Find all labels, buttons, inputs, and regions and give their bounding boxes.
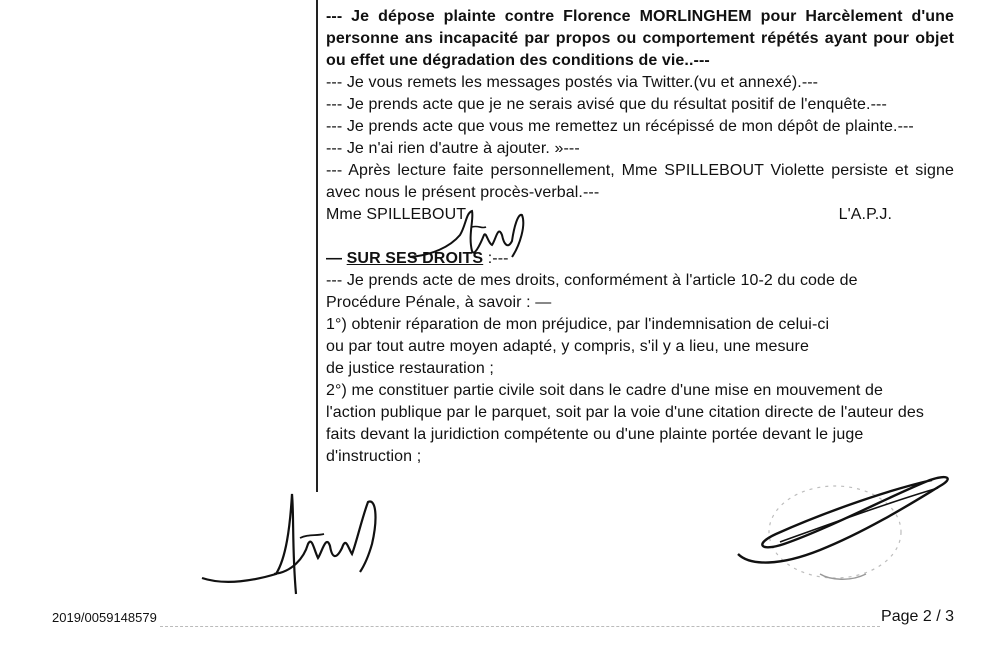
complaint-statement: --- Je dépose plainte contre Florence MORLINGHEM pour Harcèlement d'une personne ans incapacité par propos ou comportement répétés ayant pour objet ou effet une dégradation des conditions de vie..--- bbox=[326, 8, 954, 69]
document-reference: 2019/0059148579 bbox=[52, 610, 157, 625]
signatory-right: L'A.P.J. bbox=[838, 206, 892, 223]
statement-line: --- Je n'ai rien d'autre à ajouter. »--- bbox=[326, 140, 580, 157]
rights-line: Procédure Pénale, à savoir : — bbox=[326, 294, 552, 311]
rights-line: ou par tout autre moyen adapté, y compris, s'il y a lieu, une mesure bbox=[326, 338, 809, 355]
section-heading: — SUR SES DROITS :--- bbox=[326, 250, 509, 267]
rights-line: 1°) obtenir réparation de mon préjudice, par l'indemnisation de celui-ci bbox=[326, 316, 830, 333]
apj-signature-icon bbox=[720, 432, 970, 592]
signature-small-icon bbox=[402, 205, 532, 265]
rights-line: faits devant la juridiction compétente ou d'une plainte portée devant le juge bbox=[326, 426, 864, 443]
margin-rule bbox=[316, 0, 318, 492]
statement-line: --- Je prends acte que vous me remettez un récépissé de mon dépôt de plainte.--- bbox=[326, 118, 914, 135]
signature-large-icon bbox=[196, 488, 396, 600]
closing-statement: --- Après lecture faite personnellement, Mme SPILLEBOUT Violette persiste et signe avec nous le présent procès-verbal.--- bbox=[326, 162, 954, 201]
statement-line: --- Je prends acte que je ne serais avisé que du résultat positif de l'enquête.--- bbox=[326, 96, 887, 113]
rights-line: d'instruction ; bbox=[326, 448, 422, 465]
statement-line: --- Je vous remets les messages postés via Twitter.(vu et annexé).--- bbox=[326, 74, 819, 91]
section-title: SUR SES DROITS bbox=[346, 250, 484, 267]
page-number: Page 2 / 3 bbox=[881, 608, 954, 625]
rights-line: de justice restauration ; bbox=[326, 360, 494, 377]
rights-line: --- Je prends acte de mes droits, conformément à l'article 10-2 du code de bbox=[326, 272, 858, 289]
signatory-left: Mme SPILLEBOUT bbox=[326, 206, 467, 223]
rights-line: 2°) me constituer partie civile soit dans le cadre d'une mise en mouvement de bbox=[326, 382, 883, 399]
rights-line: l'action publique par le parquet, soit par la voie d'une citation directe de l'auteur des bbox=[326, 404, 924, 421]
footer-rule bbox=[160, 626, 880, 627]
